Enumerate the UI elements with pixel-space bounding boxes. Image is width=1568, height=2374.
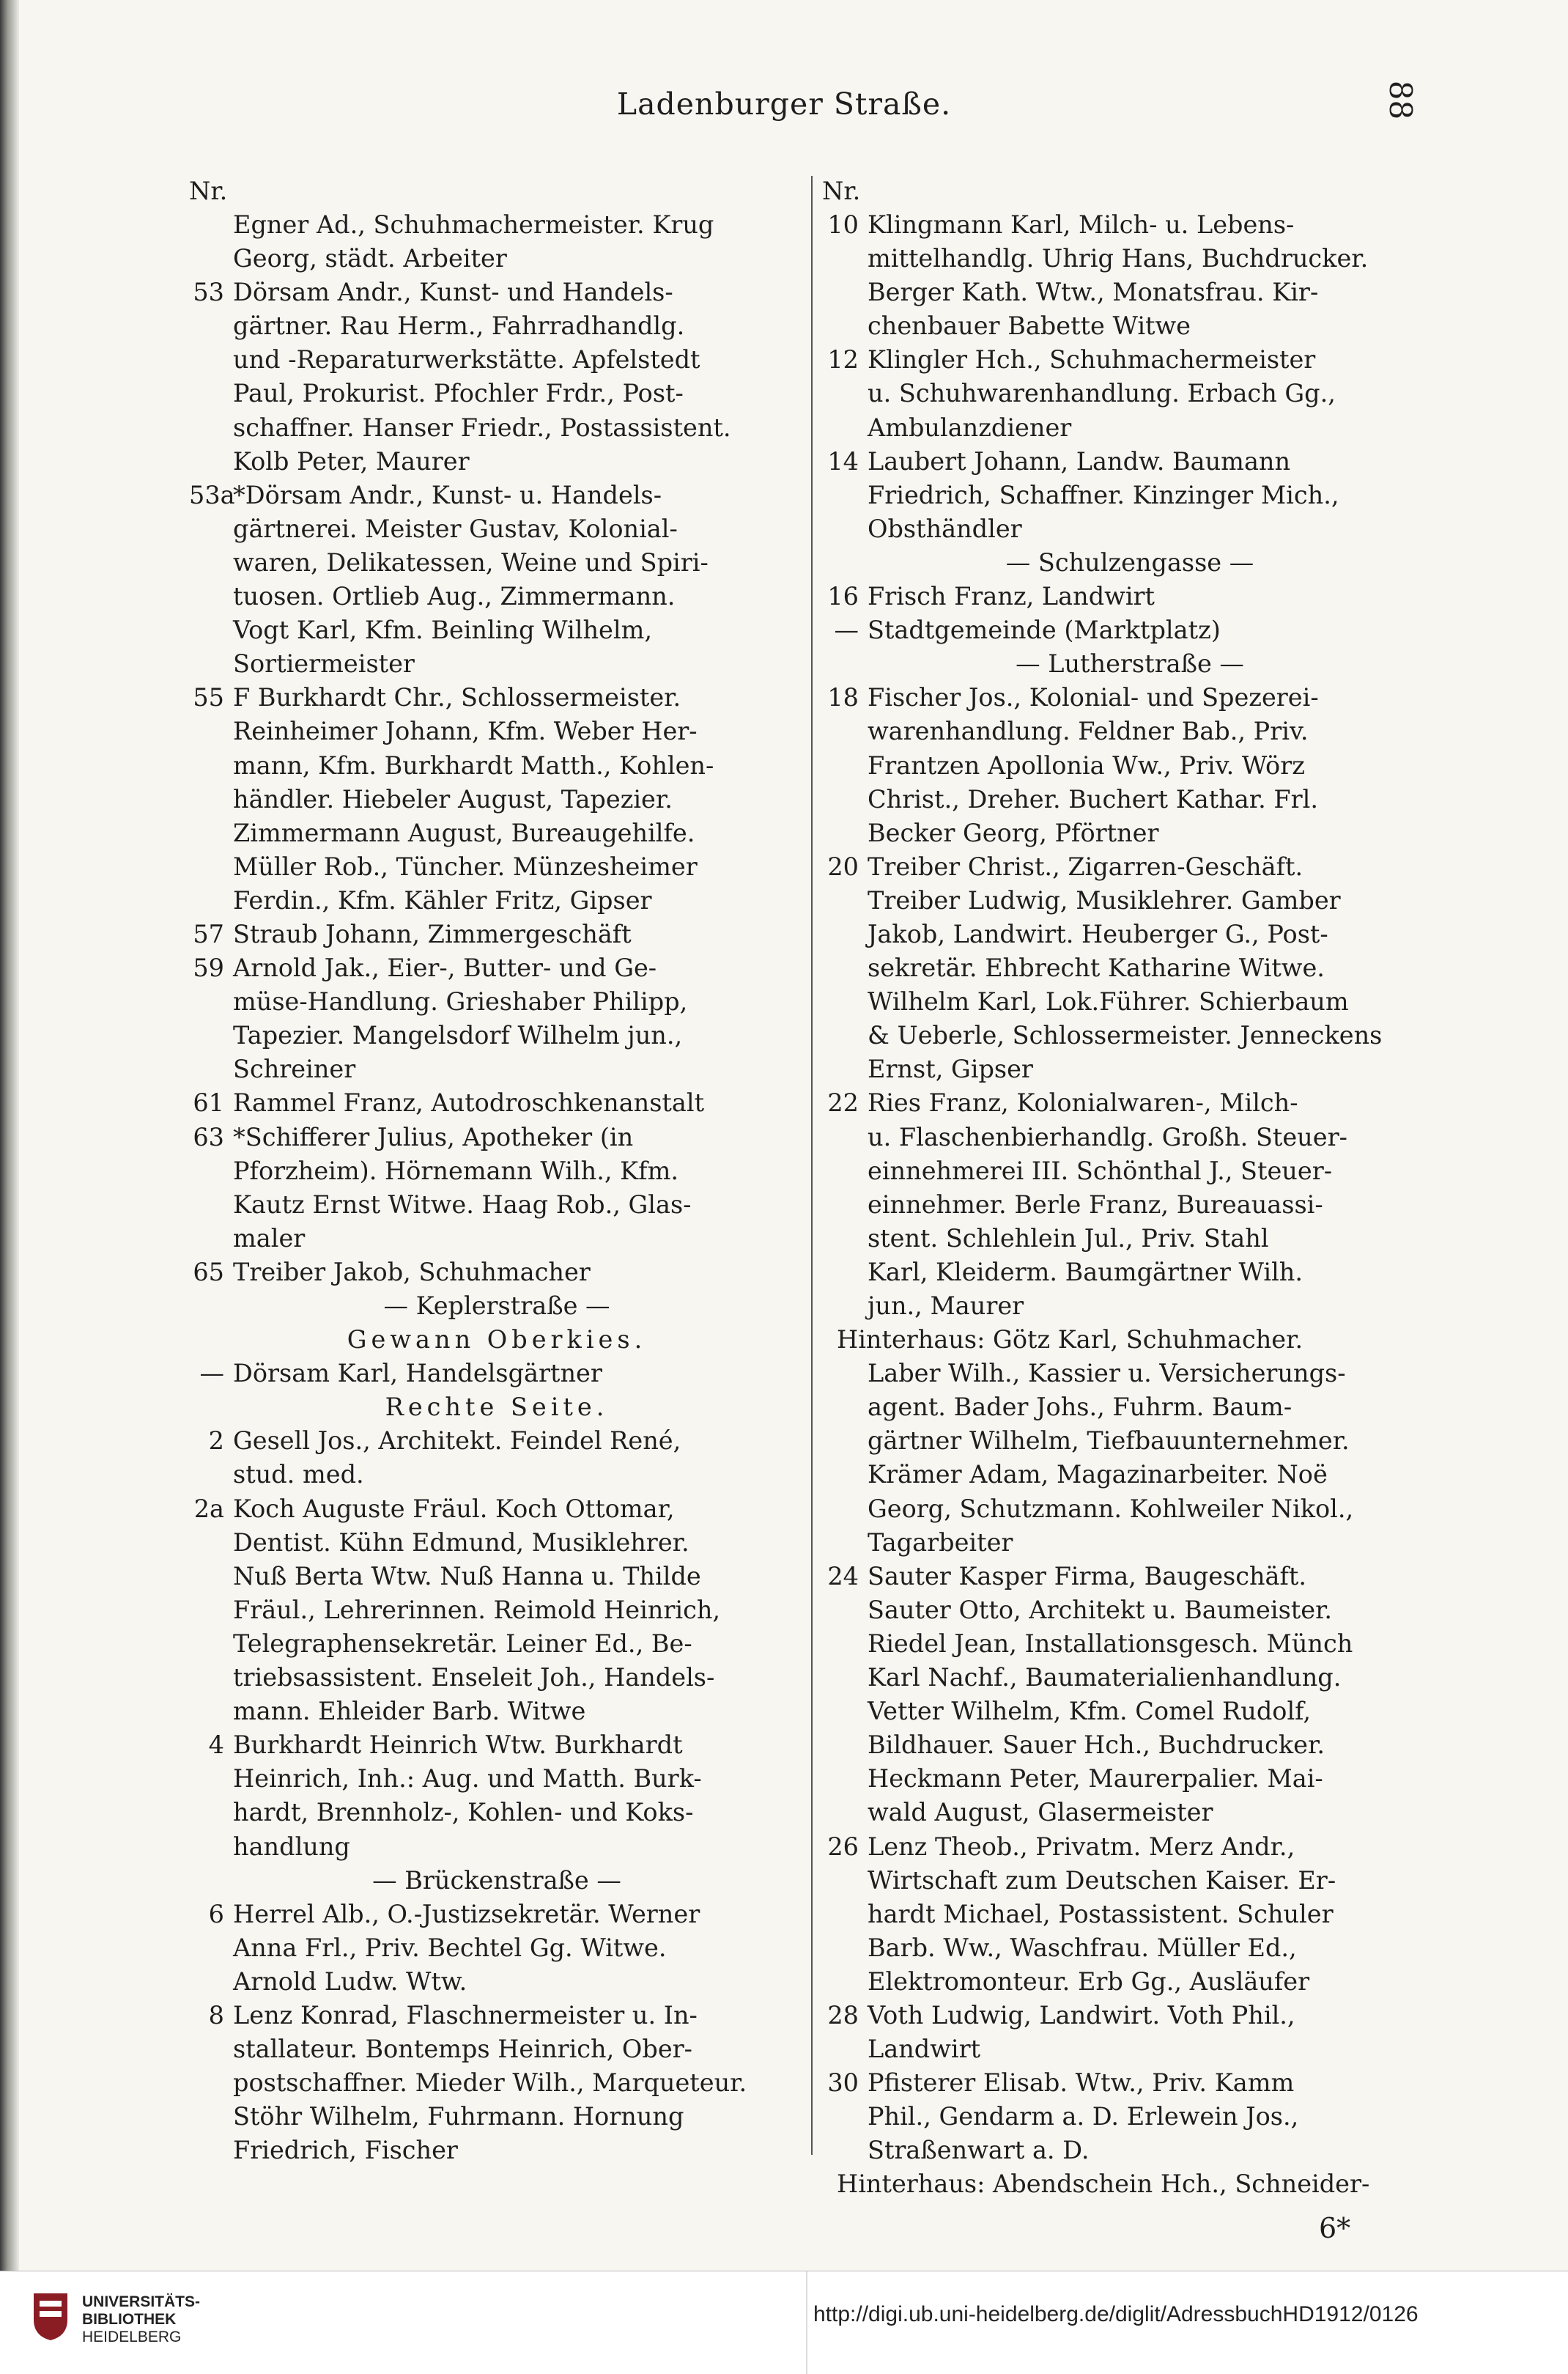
entry-4: 4 Burkhardt Heinrich Wtw. Burkhardt Heinrich, Inh.: Aug. und Matth. Burk- hardt, Brennholz-, Kohlen- und Koks- handlung: [189, 1728, 805, 1863]
house-number: 2: [208, 1426, 224, 1456]
entry-53: 53 Dörsam Andr., Kunst- und Handels- gärtner. Rau Herm., Fahrradhandlg. und -Reparaturwerkstätte. Apfelstedt Paul, Prokurist. Pfochler Frdr., Post- schaffner. Hanser Friedr., Postassistent. Kolb Peter, Maurer: [189, 276, 805, 479]
house-number: 63: [193, 1122, 224, 1151]
entry-14: 14 Laubert Johann, Landw. Baumann Friedrich, Schaffner. Kinzinger Mich., Obsthändler: [822, 445, 1438, 546]
house-number: 26: [827, 1832, 859, 1861]
cross-street-bruecken: — Brückenstraße —: [372, 1865, 621, 1895]
house-number: 8: [208, 2000, 224, 2030]
house-number: 20: [827, 852, 859, 881]
house-number: —: [199, 1359, 224, 1388]
house-number: 53a: [189, 480, 235, 509]
left-column: [189, 174, 805, 2167]
entry-30: 30 Pfisterer Elisab. Wtw., Priv. Kamm Phil., Gendarm a. D. Erlewein Jos., Straßenwart a. D.: [822, 2066, 1438, 2167]
entry-6: 6 Herrel Alb., O.-Justizsekretär. Werner Anna Frl., Priv. Bechtel Gg. Witwe. Arnold Ludw. Wtw.: [189, 1898, 805, 1999]
running-head: Ladenburger Straße.: [616, 86, 952, 122]
footer-divider: [806, 2271, 807, 2374]
entry-26: 26 Lenz Theob., Privatm. Merz Andr., Wirtschaft zum Deutschen Kaiser. Er- hardt Michael, Postassistent. Schuler Barb. Ww., Waschfrau. Müller Ed., Elektromonteur. Erb Gg., Ausläufer: [822, 1830, 1438, 1999]
entry-63: 63 *Schifferer Julius, Apotheker (in Pforzheim). Hörnemann Wilh., Kfm. Kautz Ernst Witwe. Haag Rob., Glas- maler: [189, 1121, 805, 1256]
entry-2a: 2a Koch Auguste Fräul. Koch Ottomar, Dentist. Kühn Edmund, Musiklehrer. Nuß Berta Wtw. Nuß Hanna u. Thilde Fräul., Lehrerinnen. Reimold Heinrich, Telegraphensekretär. Leiner Ed., Be- triebsassistent. Enseleit Joh., Handels- mann. Ehleider Barb. Witwe: [189, 1492, 805, 1729]
hinterhaus-30: Hinterhaus: Abendschein Hch., Schneider-: [837, 2170, 1370, 2199]
house-number: 57: [193, 919, 224, 948]
entry-8: 8 Lenz Konrad, Flaschnermeister u. In- stallateur. Bontemps Heinrich, Ober- postschaffner. Mieder Wilh., Marqueteur. Stöhr Wilhelm, Fuhrmann. Hornung Friedrich, Fischer: [189, 1999, 805, 2167]
entry-18: 18 Fischer Jos., Kolonial- und Spezerei- warenhandlung. Feldner Bab., Priv. Frantzen Apollonia Ww., Priv. Wörz Christ., Dreher. Buchert Kathar. Frl. Becker Georg, Pförtner: [822, 681, 1438, 849]
house-number: 22: [827, 1088, 859, 1118]
scan-edge-shadow: [0, 0, 19, 2271]
entry-2: 2 Gesell Jos., Architekt. Feindel René, stud. med.: [189, 1424, 805, 1492]
entry-53a: 53a *Dörsam Andr., Kunst- u. Handels- gärtnerei. Meister Gustav, Kolonial- waren, Delikatessen, Weine und Spiri- tuosen. Ortlieb Aug., Zimmermann. Vogt Karl, Kfm. Beinling Wilhelm, Sortiermeister: [189, 479, 805, 682]
house-number: 65: [193, 1257, 224, 1286]
entry-16: 16 Frisch Franz, Landwirt: [822, 580, 1438, 613]
entry-continuation: Egner Ad., Schuhmachermeister. Krug Georg, städt. Arbeiter: [233, 210, 714, 273]
house-number: 53: [193, 278, 224, 307]
entry-22: 22 Ries Franz, Kolonialwaren-, Milch- u. Flaschenbierhandlg. Großh. Steuer- einnehmerei III. Schönthal J., Steuer- einnehmer. Berle Franz, Bureauassi- stent. Schlehlein Jul., Priv. Stahl Karl, Kleiderm. Baumgärtner Wilh. jun., Maurer: [822, 1086, 1438, 1323]
column-rule: [811, 176, 813, 2155]
page-number: 88: [1383, 80, 1419, 120]
section-gewann: Gewann Oberkies.: [347, 1325, 647, 1354]
entry-24: 24 Sauter Kasper Firma, Baugeschäft. Sauter Otto, Architekt u. Baumeister. Riedel Jean, Installationsgesch. Münch Karl Nachf., Baumaterialienhandlung. Vetter Wilhelm, Kfm. Comel Rudolf, Bildhauer. Sauer Hch., Buchdrucker. Heckmann Peter, Maurerpalier. Mai- wald August, Glasermeister: [822, 1560, 1438, 1830]
entry-59: 59 Arnold Jak., Eier-, Butter- und Ge- müse-Handlung. Grieshaber Philipp, Tapezier. Mangelsdorf Wilhelm jun., Schreiner: [189, 951, 805, 1086]
entry-12: 12 Klingler Hch., Schuhmachermeister u. Schuhwarenhandlung. Erbach Gg., Ambulanzdiener: [822, 343, 1438, 444]
entry-65: 65 Treiber Jakob, Schuhmacher: [189, 1256, 805, 1289]
house-number: 30: [827, 2068, 859, 2098]
house-number: 4: [208, 1730, 224, 1760]
house-number: 14: [827, 446, 859, 476]
entry-10: 10 Klingmann Karl, Milch- u. Lebens- mittelhandlg. Uhrig Hans, Buchdrucker. Berger Kath. Wtw., Monatsfrau. Kir- chenbauer Babette Witwe: [822, 208, 1438, 343]
house-number: 18: [827, 683, 859, 712]
house-number: 2a: [193, 1494, 224, 1523]
entry-20: 20 Treiber Christ., Zigarren-Geschäft. Treiber Ludwig, Musiklehrer. Gamber Jakob, Landwirt. Heuberger G., Post- sekretär. Ehbrecht Katharine Witwe. Wilhelm Karl, Lok.Führer. Schierbaum & Ueberle, Schlossermeister. Jenneckens Ernst, Gipser: [822, 850, 1438, 1087]
nr-heading: Nr.: [822, 177, 861, 205]
house-number: 55: [193, 683, 224, 712]
footer-bar: [0, 2271, 1568, 2374]
source-url-link[interactable]: http://digi.ub.uni-heidelberg.de/diglit/AdressbuchHD1912/0126: [813, 2302, 1419, 2326]
house-number: 12: [827, 345, 859, 375]
house-number: 28: [827, 2000, 859, 2030]
nr-heading: Nr.: [189, 177, 228, 205]
cross-street-schulzen: — Schulzengasse —: [1005, 548, 1254, 577]
entry-55: 55 F Burkhardt Chr., Schlossermeister. Reinheimer Johann, Kfm. Weber Her- mann, Kfm. Burkhardt Matth., Kohlen- händler. Hiebeler August, Tapezier. Zimmermann August, Bureaugehilfe. Müller Rob., Tüncher. Münzesheimer Ferdin., Kfm. Kähler Fritz, Gipser: [189, 681, 805, 918]
cross-street-kepler: — Keplerstraße —: [383, 1291, 610, 1320]
house-number: 6: [208, 1899, 224, 1928]
house-number: 59: [193, 954, 224, 983]
house-number: —: [834, 616, 859, 645]
entry-dash-left: — Dörsam Karl, Handelsgärtner: [189, 1357, 805, 1390]
library-logo-icon: [31, 2290, 70, 2342]
house-number: 16: [827, 582, 859, 611]
right-column: [822, 174, 1438, 2202]
section-rechte-seite: Rechte Seite.: [385, 1393, 609, 1422]
house-number: 10: [827, 210, 859, 239]
entry-dash-right: — Stadtgemeinde (Marktplatz): [822, 613, 1438, 647]
cross-street-luther: — Lutherstraße —: [1016, 649, 1244, 679]
house-number: 24: [827, 1561, 859, 1590]
signature-mark: 6*: [1319, 2212, 1351, 2244]
entry-57: 57 Straub Johann, Zimmergeschäft: [189, 918, 805, 951]
hinterhaus-22: Hinterhaus: Götz Karl, Schuhmacher. Laber Wilh., Kassier u. Versicherungs- agent. Bader Johs., Fuhrm. Baum- gärtner Wilhelm, Tiefbauunternehmer. Krämer Adam, Magazinarbeiter. Noë Georg, Schutzmann. Kohlweiler Nikol., Tagarbeiter: [837, 1325, 1354, 1557]
entry-61: 61 Rammel Franz, Autodroschkenanstalt: [189, 1086, 805, 1120]
entry-28: 28 Voth Ludwig, Landwirt. Voth Phil., Landwirt: [822, 1999, 1438, 2066]
library-name: UNIVERSITÄTS- BIBLIOTHEK HEIDELBERG: [82, 2293, 201, 2345]
house-number: 61: [193, 1088, 224, 1118]
